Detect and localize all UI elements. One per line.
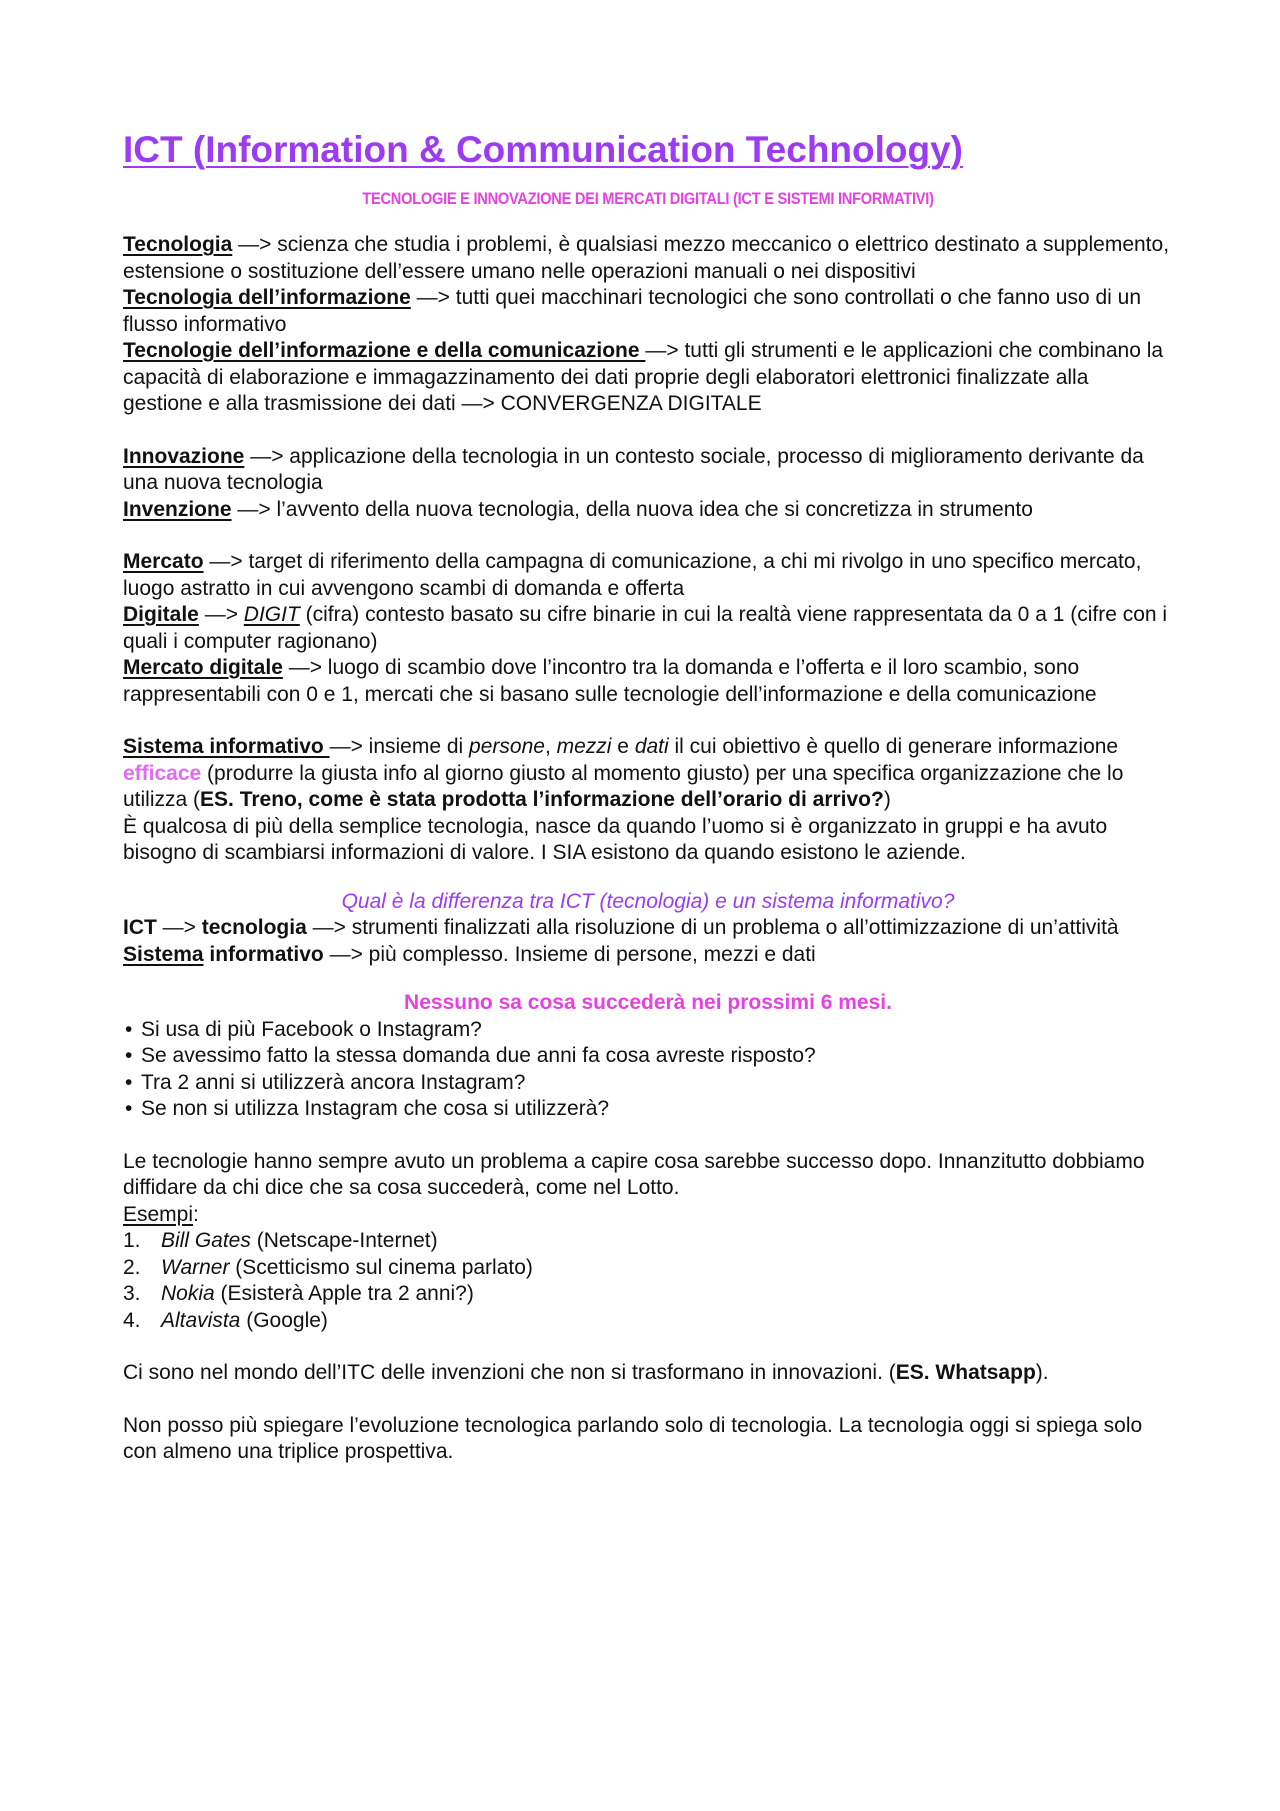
spacer bbox=[123, 523, 1173, 549]
sistema-paragraph: È qualcosa di più della semplice tecnologia, nasce da quando l’uomo si è organizzato in gruppi e ha avuto bisogno di scambiarsi informazioni di valore. I SIA esistono da quando esistono le aziende. bbox=[123, 814, 1108, 864]
spacer bbox=[123, 418, 1173, 444]
example-name: Nokia bbox=[161, 1282, 215, 1305]
list-number: 2. bbox=[123, 1255, 141, 1279]
list-item-text: Si usa di più Facebook o Instagram? bbox=[141, 1017, 482, 1041]
bullet-icon: • bbox=[125, 1097, 133, 1120]
question-heading: Qual è la differenza tra ICT (tecnologia) e un sistema informativo? bbox=[341, 889, 955, 913]
bullet-icon: • bbox=[125, 1044, 133, 1067]
definition-text: —> luogo di scambio dove l’incontro tra la domanda e l’offerta e il loro scambio, sono rappresentabili con 0 e 1, mercati che si basano sulle tecnologie dell’informazione e della comunicazione bbox=[123, 656, 1097, 706]
list-number: 1. bbox=[123, 1229, 141, 1252]
definition-text: —> target di riferimento della campagna di comunicazione, a chi mi rivolgo in uno specifico mercato, luogo astratto in cui avvengono scambi di domanda e offerta bbox=[123, 550, 1142, 600]
spacer bbox=[123, 968, 1173, 990]
technology-paragraph: Le tecnologie hanno sempre avuto un problema a capire cosa sarebbe successo dopo. Innanzitutto dobbiamo diffidare da chi dice che sa cosa succederà, come nel Lotto. bbox=[123, 1149, 1145, 1199]
definition-text: —> tutti gli strumenti e le applicazioni che combinano la capacità di elaborazione e immagazzinamento dei dati proprie degli elaboratori elettronici finalizzate alla gestione e alla trasmissione dei dati —> CONVERGENZA DIGITALE bbox=[123, 339, 1164, 415]
esempi-colon: : bbox=[193, 1202, 199, 1226]
definition-text: —> tutti quei macchinari tecnologici che sono controllati o che fanno uso di un flusso informativo bbox=[123, 286, 1141, 336]
example-name: Altavista bbox=[161, 1308, 241, 1332]
list-item-text: Se avessimo fatto la stessa domanda due anni fa cosa avreste risposto? bbox=[141, 1044, 816, 1067]
question-list bbox=[123, 1017, 1173, 1123]
example-desc: (Google) bbox=[240, 1308, 328, 1332]
sistema-line bbox=[123, 942, 1173, 969]
spacer bbox=[123, 1387, 1173, 1413]
list-item bbox=[123, 1308, 1173, 1335]
list-item bbox=[123, 1043, 1173, 1070]
ict-line bbox=[123, 915, 1173, 942]
definition-text: —> l’avvento della nuova tecnologia, della nuova idea che si concretizza in strumento bbox=[231, 497, 1033, 521]
definition-text: il cui obiettivo è quello di generare informazione bbox=[668, 735, 1119, 758]
example-treno: ES. Treno, come è stata prodotta l’informazione dell’orario di arrivo? bbox=[200, 788, 884, 811]
list-item-text: Se non si utilizza Instagram che cosa si utilizzerà? bbox=[141, 1097, 610, 1120]
highlight-heading: Nessuno sa cosa succederà nei prossimi 6 mesi. bbox=[404, 991, 892, 1014]
page-subtitle: TECNOLOGIE E INNOVAZIONE DEI MERCATI DIGITALI (ICT E SISTEMI INFORMATIVI) bbox=[362, 189, 934, 208]
definition-tecnologia bbox=[123, 232, 1173, 285]
separator: , bbox=[544, 735, 557, 758]
esempi-label: Esempi bbox=[123, 1202, 194, 1226]
spacer bbox=[123, 1123, 1173, 1149]
term-tecnologie-info-com: Tecnologie dell’informazione e della comunicazione bbox=[123, 339, 646, 362]
examples-list bbox=[123, 1228, 1173, 1334]
term-ict: ICT bbox=[123, 916, 157, 939]
definition-text: —> insieme di bbox=[329, 735, 470, 758]
list-item-text: Tra 2 anni si utilizzerà ancora Instagram? bbox=[141, 1070, 526, 1094]
definition-text: —> applicazione della tecnologia in un contesto sociale, processo di miglioramento derivante da una nuova tecnologia bbox=[123, 444, 1144, 494]
term-tecnologia: Tecnologia bbox=[123, 233, 233, 256]
list-item bbox=[123, 1017, 1173, 1044]
definition-arrow: —> bbox=[198, 603, 244, 626]
list-item bbox=[123, 1096, 1173, 1123]
definition-innovazione bbox=[123, 444, 1173, 497]
spacer bbox=[123, 1334, 1173, 1360]
definition-text: (cifra) contesto basato su cifre binarie in cui la realtà viene rappresentata da 0 a 1 (cifre con i quali i computer ragionano) bbox=[123, 603, 1168, 653]
example-desc: (Scetticismo sul cinema parlato) bbox=[229, 1255, 533, 1279]
term-informativo: informativo bbox=[203, 942, 324, 966]
word-mezzi: mezzi bbox=[556, 735, 612, 758]
term-sistema-informativo: Sistema informativo bbox=[123, 735, 330, 758]
definition-invenzione bbox=[123, 497, 1173, 524]
list-item bbox=[123, 1255, 1173, 1282]
spacer bbox=[123, 867, 1173, 889]
list-item bbox=[123, 1281, 1173, 1308]
definition-text: (produrre la giusta info al giorno giusto al momento giusto) per una specifica organizzazione che lo utilizza ( bbox=[123, 761, 1124, 811]
itc-text: Ci sono nel mondo dell’ITC delle invenzioni che non si trasformano in innovazioni. ( bbox=[123, 1361, 896, 1384]
definition-digitale bbox=[123, 602, 1173, 655]
itc-text-end: ). bbox=[1035, 1361, 1049, 1384]
example-whatsapp: ES. Whatsapp bbox=[895, 1361, 1036, 1384]
bullet-icon: • bbox=[125, 1017, 133, 1041]
term-digitale: Digitale bbox=[123, 603, 199, 626]
example-desc: (Netscape-Internet) bbox=[250, 1229, 438, 1252]
spacer bbox=[123, 708, 1173, 734]
example-name: Bill Gates bbox=[161, 1229, 251, 1252]
closing-paren: ) bbox=[883, 788, 891, 811]
definition-sistema-informativo bbox=[123, 734, 1173, 814]
definition-text: —> scienza che studia i problemi, è qualsiasi mezzo meccanico o elettrico destinato a supplemento, estensione o sostituzione dell’essere umano nelle operazioni manuali o nei dispositivi bbox=[123, 233, 1170, 283]
definition-mercato bbox=[123, 549, 1173, 602]
list-number: 4. bbox=[123, 1308, 141, 1332]
separator: e bbox=[611, 735, 635, 758]
final-paragraph: Non posso più spiegare l’evoluzione tecnologica parlando solo di tecnologia. La tecnologia oggi si spiega solo con almeno una triplice prospettiva. bbox=[123, 1413, 1143, 1463]
page-title: ICT (Information & Communication Technology) bbox=[123, 129, 963, 170]
term-digit: DIGIT bbox=[243, 603, 300, 626]
itc-paragraph bbox=[123, 1360, 1173, 1387]
word-dati: dati bbox=[634, 735, 669, 758]
arrow: —> bbox=[156, 916, 202, 939]
list-item bbox=[123, 1070, 1173, 1097]
list-item bbox=[123, 1228, 1173, 1255]
list-number: 3. bbox=[123, 1282, 141, 1305]
example-name: Warner bbox=[161, 1255, 230, 1279]
term-innovazione: Innovazione bbox=[123, 444, 245, 468]
term-tecnologia-bold: tecnologia bbox=[201, 916, 307, 939]
word-persone: persone bbox=[469, 735, 545, 758]
document-content bbox=[123, 128, 1173, 1466]
bullet-icon: • bbox=[125, 1070, 133, 1094]
term-mercato: Mercato bbox=[123, 550, 204, 573]
highlight-efficace: efficace bbox=[123, 761, 202, 785]
definition-mercato-digitale bbox=[123, 655, 1173, 708]
definition-text: —> più complesso. Insieme di persone, mezzi e dati bbox=[323, 942, 816, 966]
definition-text: —> strumenti finalizzati alla risoluzione di un problema o all’ottimizzazione di un’attività bbox=[306, 916, 1119, 939]
term-tecnologia-informazione: Tecnologia dell’informazione bbox=[123, 286, 411, 309]
definition-tecnologie-info-com bbox=[123, 338, 1173, 418]
esempi-heading bbox=[123, 1202, 1173, 1229]
definition-tecnologia-informazione bbox=[123, 285, 1173, 338]
example-desc: (Esisterà Apple tra 2 anni?) bbox=[214, 1282, 474, 1305]
term-sistema: Sistema bbox=[123, 942, 204, 966]
term-mercato-digitale: Mercato digitale bbox=[123, 656, 283, 679]
term-invenzione: Invenzione bbox=[123, 497, 232, 521]
